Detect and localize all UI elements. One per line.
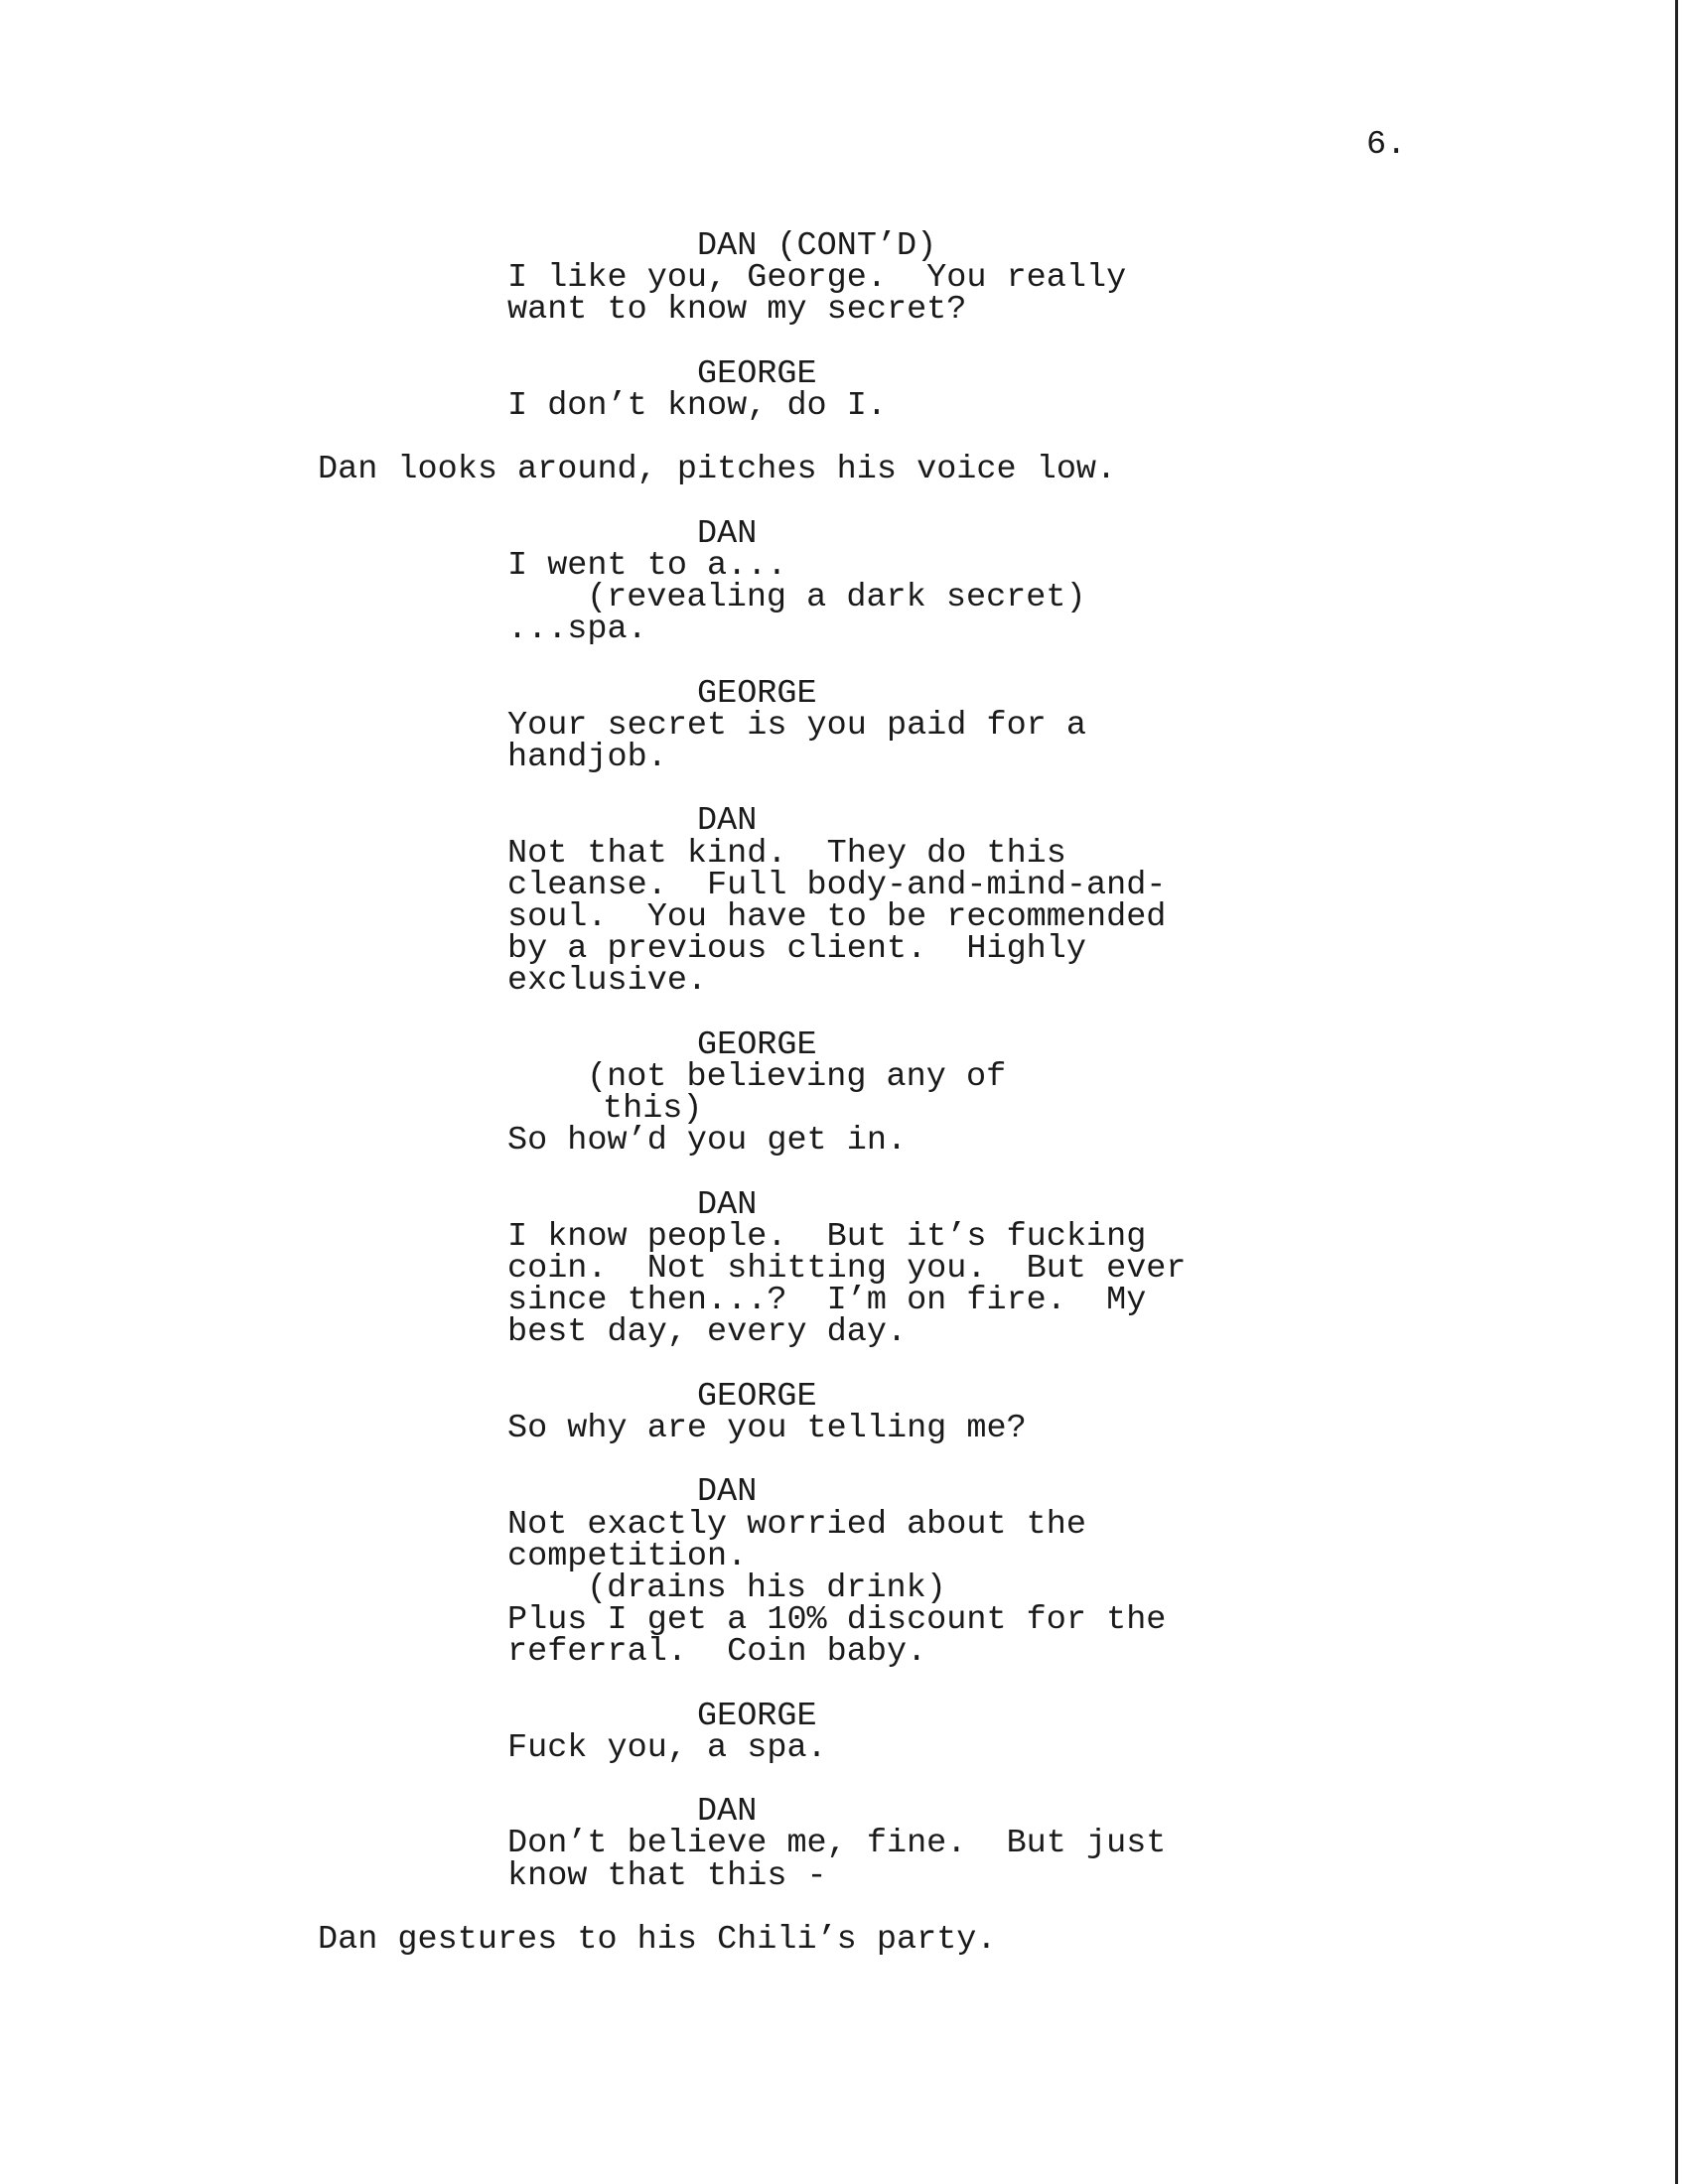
action-line: Dan looks around, pitches his voice low. — [318, 451, 1117, 489]
character-cue: GEORGE — [697, 354, 817, 393]
dialogue-line: know that this - — [507, 1856, 827, 1895]
dialogue-block — [0, 1793, 1668, 1895]
dialogue-line: So how’d you get in. — [507, 1122, 908, 1160]
character-cue: DAN (CONT’D) — [697, 227, 937, 265]
dialogue-line: I like you, George. You really — [507, 259, 1127, 298]
character-cue: GEORGE — [697, 1025, 817, 1064]
dialogue-line: handjob. — [507, 739, 667, 776]
dialogue-block — [0, 354, 1668, 425]
character-cue: GEORGE — [697, 1697, 817, 1735]
dialogue-line: by a previous client. Highly — [507, 930, 1086, 969]
dialogue-block — [0, 227, 1668, 330]
dialogue-block — [0, 1025, 1668, 1160]
dialogue-block — [0, 1185, 1668, 1352]
character-cue: DAN — [697, 802, 758, 841]
dialogue-line: Not that kind. They do this — [507, 834, 1066, 873]
parenthetical: (drains his drink) — [587, 1569, 946, 1607]
action-block — [0, 1920, 1668, 1959]
dialogue-line: ...spa. — [507, 611, 647, 649]
dialogue-line: soul. You have to be recommended — [507, 897, 1167, 936]
dialogue-block — [0, 802, 1668, 1001]
dialogue-line: cleanse. Full body-and-mind-and- — [507, 866, 1167, 904]
dialogue-line: since then...? I’m on fire. My — [507, 1282, 1147, 1320]
screenplay-body — [0, 227, 1668, 1959]
dialogue-line: referral. Coin baby. — [507, 1633, 927, 1672]
dialogue-line: Your secret is you paid for a — [507, 706, 1086, 745]
character-cue: DAN — [697, 1473, 758, 1512]
character-cue: DAN — [697, 514, 758, 553]
character-cue: DAN — [697, 1185, 758, 1224]
parenthetical: (not believing any of — [587, 1057, 1007, 1096]
dialogue-line: I don’t know, do I. — [507, 386, 887, 425]
character-cue: GEORGE — [697, 1377, 817, 1416]
parenthetical: (revealing a dark secret) — [587, 579, 1086, 617]
dialogue-block — [0, 514, 1668, 649]
character-cue: DAN — [697, 1793, 758, 1832]
action-line: Dan gestures to his Chili’s party. — [318, 1920, 997, 1959]
dialogue-line: I went to a... — [507, 546, 787, 585]
dialogue-line: So why are you telling me? — [507, 1409, 1027, 1447]
dialogue-line: want to know my secret? — [507, 291, 967, 330]
dialogue-block — [0, 1377, 1668, 1447]
dialogue-block — [0, 1697, 1668, 1767]
character-cue: GEORGE — [697, 674, 817, 713]
dialogue-line: coin. Not shitting you. But ever — [507, 1250, 1187, 1288]
parenthetical: this) — [603, 1090, 703, 1129]
dialogue-block — [0, 674, 1668, 776]
page-number: 6. — [1366, 126, 1407, 164]
dialogue-line: Don’t believe me, fine. But just — [507, 1825, 1167, 1863]
dialogue-line: best day, every day. — [507, 1313, 908, 1352]
dialogue-line: Not exactly worried about the — [507, 1505, 1086, 1544]
dialogue-block — [0, 1473, 1668, 1672]
dialogue-line: Fuck you, a spa. — [507, 1728, 827, 1767]
dialogue-line: exclusive. — [507, 962, 708, 1001]
dialogue-line: Plus I get a 10% discount for the — [507, 1601, 1167, 1640]
dialogue-line: I know people. But it’s fucking — [507, 1217, 1147, 1256]
page-edge-rule — [1675, 0, 1678, 2184]
dialogue-line: competition. — [507, 1537, 748, 1575]
action-block — [0, 451, 1668, 489]
